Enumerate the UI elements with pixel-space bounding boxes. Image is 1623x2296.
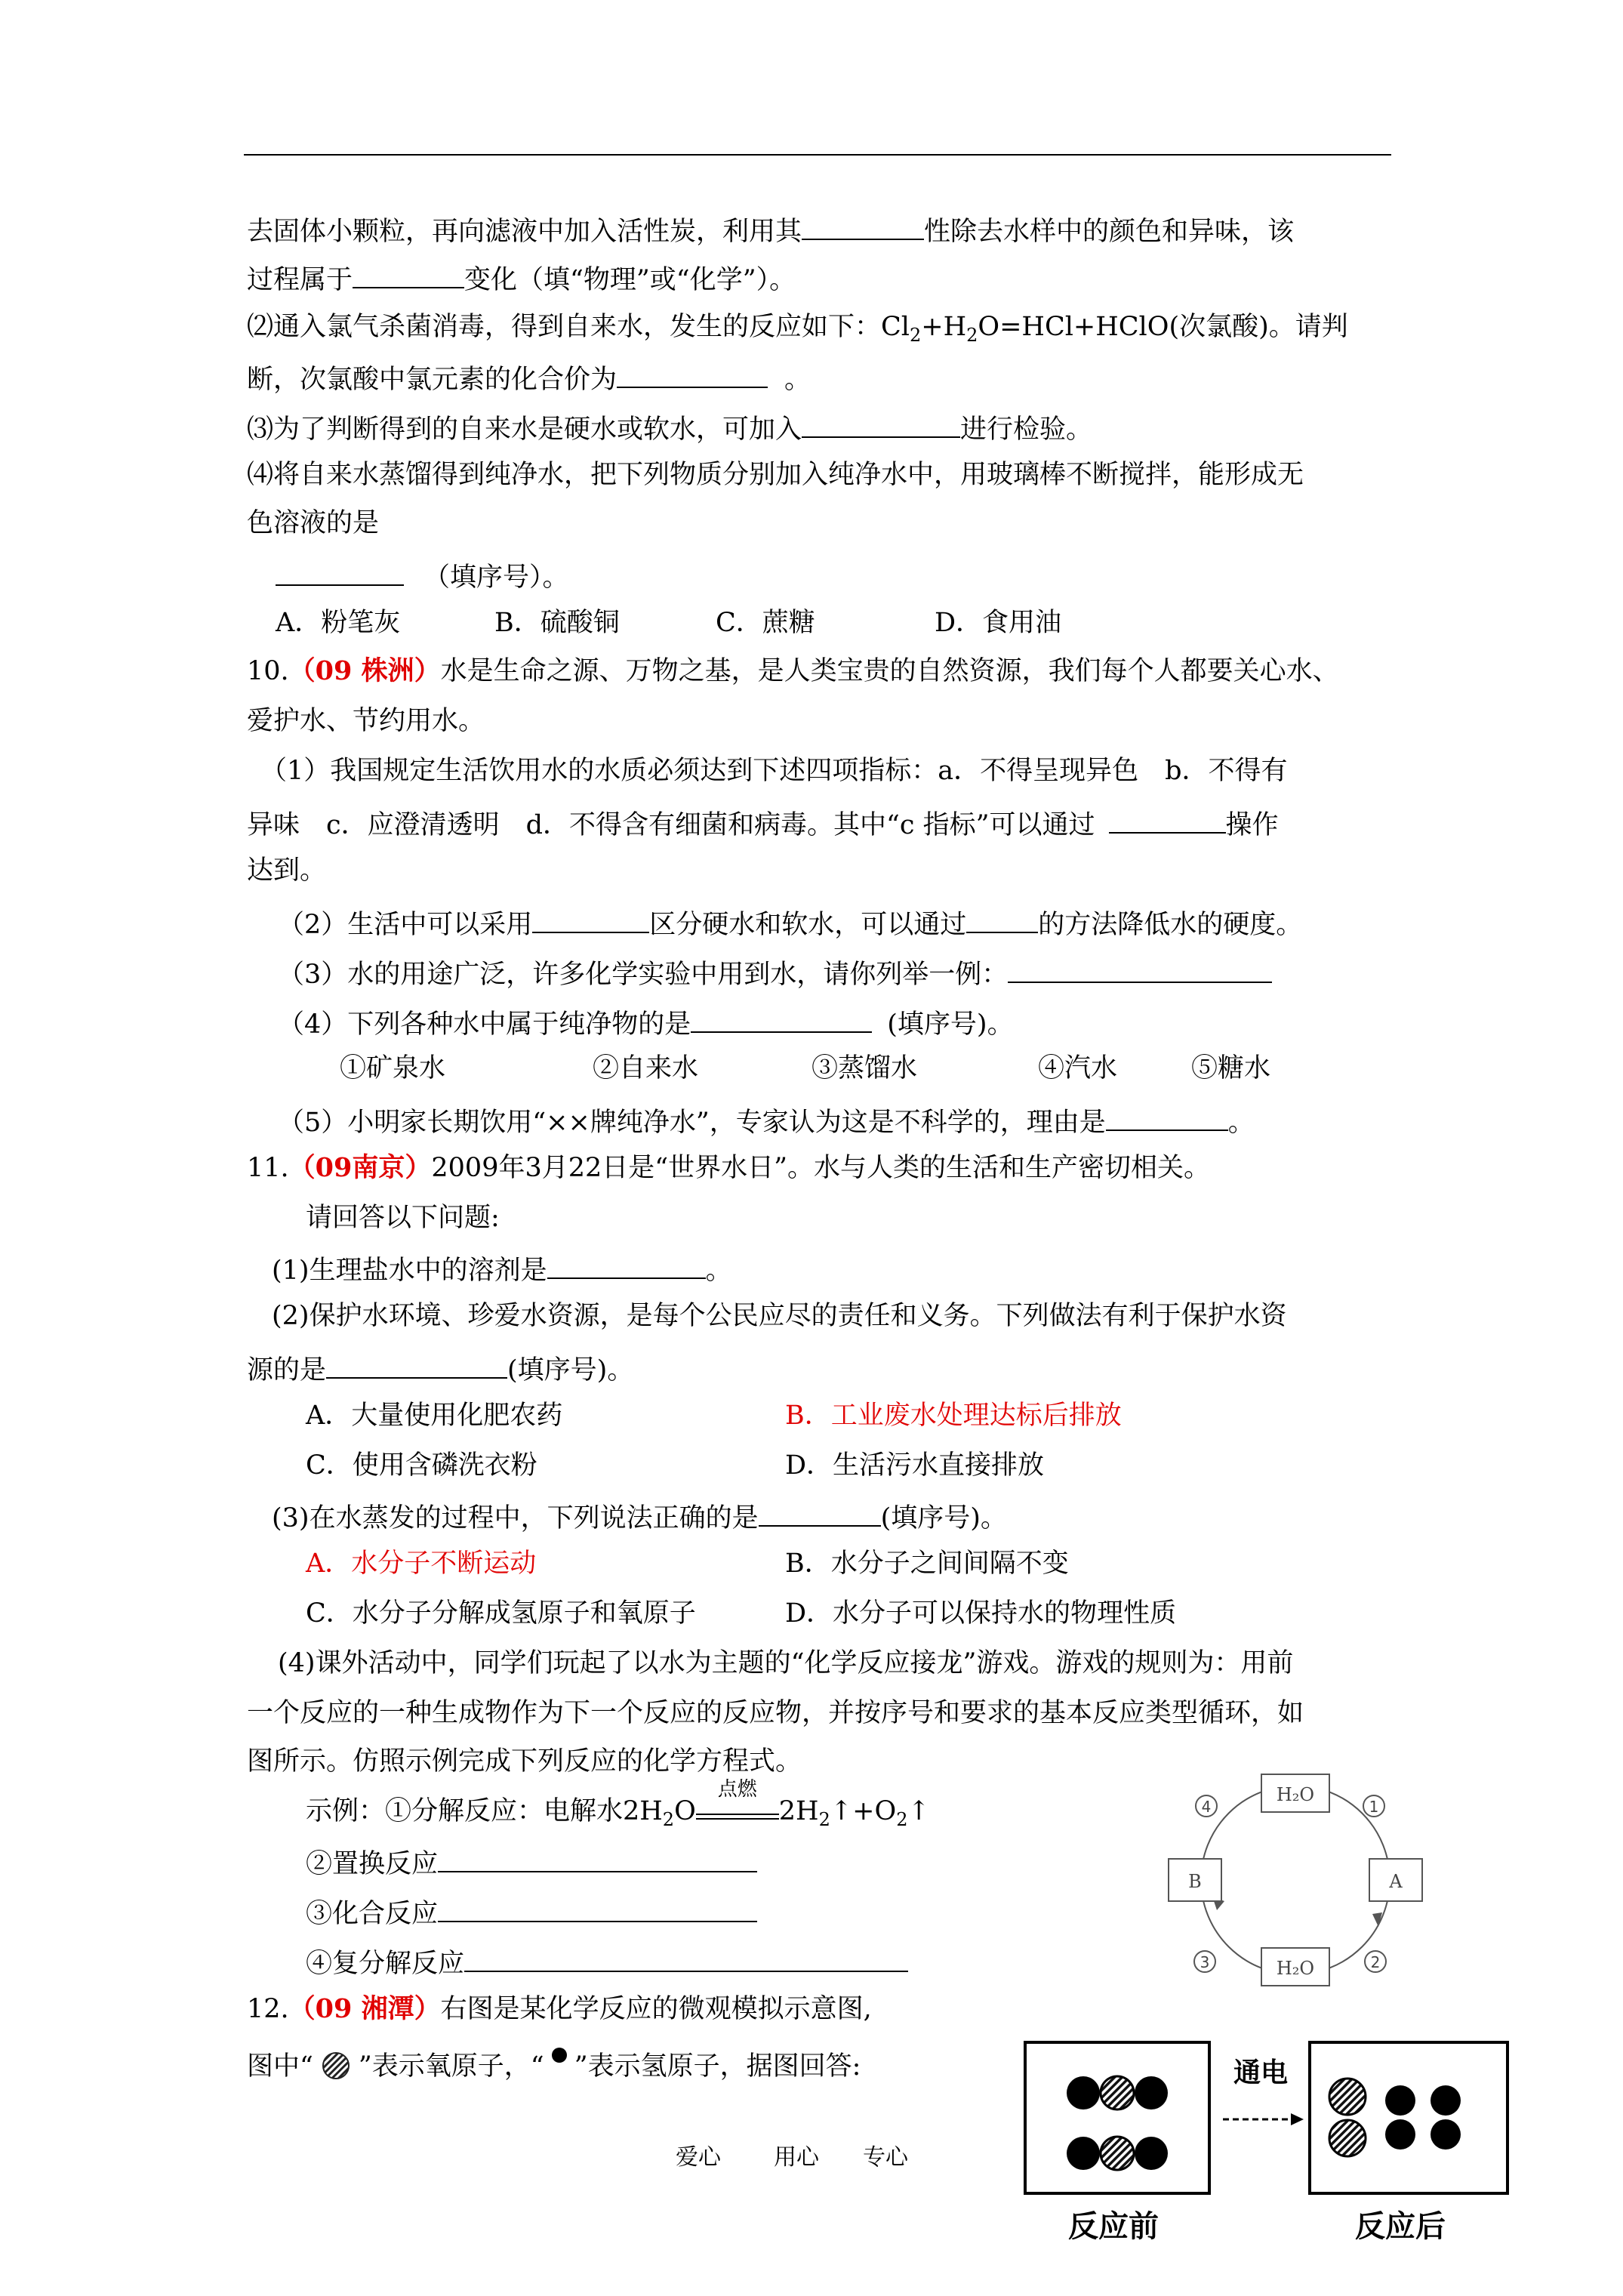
text-line: 源的是 (填序号)。 <box>247 1347 633 1389</box>
cycle-box-right <box>1369 1859 1422 1901</box>
text-line: 爱护水、节约用水。 <box>247 706 485 736</box>
text-line: 过程属于 变化（填“物理”或“化学”）。 <box>247 257 796 299</box>
answer-blank[interactable] <box>547 1247 706 1279</box>
text-line: 色溶液的是 <box>247 508 380 538</box>
text-line: (4)课外活动中，同学们玩起了以水为主题的“化学反应接龙”游戏。游戏的规则为：用前 <box>278 1648 1294 1678</box>
after-box <box>1310 2042 1508 2193</box>
answer-blank[interactable] <box>276 554 404 586</box>
after-label: 反应后 <box>1355 2209 1446 2244</box>
before-label: 反应前 <box>1068 2209 1159 2244</box>
text-line: 去固体小颗粒，再向滤液中加入活性炭，利用其 性除去水样中的颜色和异味，该 <box>247 208 1294 251</box>
svg-text:4: 4 <box>1201 1798 1212 1816</box>
hydrogen-atom-icon <box>544 2046 574 2076</box>
svg-text:B: B <box>1188 1871 1202 1892</box>
text-line: （5）小明家长期饮用“××牌纯净水”，专家认为这是不科学的，理由是 。 <box>278 1099 1255 1142</box>
answer-blank[interactable] <box>1008 951 1272 983</box>
options-row: C．水分子分解成氢原子和氧原子 D．水分子可以保持水的物理性质 <box>306 1598 1177 1629</box>
svg-text:3: 3 <box>1200 1953 1210 1971</box>
answer-blank[interactable] <box>617 356 768 388</box>
answer-blank[interactable] <box>464 1940 908 1972</box>
text-line: ⑷将自来水蒸馏得到纯净水，把下列物质分别加入纯净水中，用玻璃棒不断搅拌，能形成无 <box>247 460 1304 490</box>
oxygen-atom-icon <box>313 2051 359 2081</box>
header-rule <box>244 154 1391 156</box>
text-line: (3)在水蒸发的过程中，下列说法正确的是 (填序号)。 <box>272 1495 1007 1537</box>
question-10: 10.（09 株洲）水是生命之源、万物之基，是人类宝贵的自然资源，我们每个人都要关心水、 <box>247 655 1339 686</box>
svg-text:1: 1 <box>1369 1798 1379 1816</box>
answer-blank[interactable] <box>759 1495 881 1527</box>
text-line: 达到。 <box>247 855 327 886</box>
text-line: (2)保护水环境、珍爱水资源，是每个公民应尽的责任和义务。下列做法有利于保护水资 <box>272 1301 1287 1331</box>
question-11: 11.（09南京）2009年3月22日是“世界水日”。水与人类的生活和生产密切相关。 <box>247 1152 1211 1183</box>
svg-text:2: 2 <box>1370 1953 1381 1971</box>
equation-line: ④复分解反应 <box>306 1940 908 1983</box>
options-row: A．粉笔灰 B．硫酸铜 C．蔗糖 D．食用油 <box>276 608 1062 638</box>
water-molecule <box>1067 2137 1168 2170</box>
svg-text:H₂O: H₂O <box>1276 1784 1315 1805</box>
answer-blank[interactable] <box>438 1891 757 1922</box>
answer-blank[interactable] <box>691 1001 872 1033</box>
reaction-micro-diagram <box>1023 2040 1514 2244</box>
water-molecule <box>1067 2076 1168 2110</box>
answer-blank[interactable] <box>802 208 924 240</box>
cycle-step-3 <box>1194 1951 1215 1972</box>
equation-line: ②置换反应 <box>306 1841 757 1883</box>
equation-line: ③化合反应 <box>306 1891 757 1933</box>
answer-blank[interactable] <box>438 1841 757 1872</box>
options-row: A．水分子不断运动 B．水分子之间间隔不变 <box>306 1549 1069 1579</box>
cycle-step-2 <box>1365 1951 1386 1972</box>
text-line: 一个反应的一种生成物作为下一个反应的反应物，并按序号和要求的基本反应类型循环，如 <box>247 1698 1304 1728</box>
text-line: （3）水的用途广泛，许多化学实验中用到水，请你列举一例： <box>278 951 1272 994</box>
options-row: C．使用含磷洗衣粉 D．生活污水直接排放 <box>306 1450 1045 1481</box>
text-line: （2）生活中可以采用 区分硬水和软水，可以通过 的方法降低水的硬度。 <box>278 901 1302 944</box>
footer-text: 专心 <box>863 2144 908 2171</box>
reaction-condition: 通电 <box>1233 2057 1289 2088</box>
text-line: 断，次氯酸中氯元素的化合价为 。 <box>247 356 811 399</box>
text-line: ⑶为了判断得到的自来水是硬水或软水，可加入 进行检验。 <box>247 406 1092 448</box>
answer-blank[interactable] <box>966 901 1038 933</box>
answer-blank[interactable] <box>1109 802 1226 834</box>
text-line: （1）我国规定生活饮用水的水质必须达到下述四项指标：a．不得呈现异色 b．不得有 <box>260 756 1288 786</box>
cycle-step-1 <box>1363 1795 1384 1817</box>
footer-text: 爱心 <box>676 2144 721 2171</box>
answer-blank[interactable] <box>1106 1099 1228 1131</box>
footer-text: 用心 <box>774 2144 819 2171</box>
text-line: （4）下列各种水中属于纯净物的是 (填序号)。 <box>278 1001 1014 1043</box>
answer-blank[interactable] <box>353 257 464 288</box>
svg-text:H₂O: H₂O <box>1276 1958 1315 1979</box>
text-line: 异味 c．应澄清透明 d．不得含有细菌和病毒。其中“c 指标”可以通过 操作 <box>247 802 1279 844</box>
answer-blank[interactable] <box>326 1347 507 1379</box>
answer-blank[interactable] <box>532 901 649 933</box>
text-line: 请回答以下问题: <box>306 1203 500 1233</box>
text-line: (1)生理盐水中的溶剂是 。 <box>272 1247 732 1290</box>
cycle-box-bottom <box>1261 1948 1329 1986</box>
text-line: （填序号）。 <box>276 554 569 596</box>
cycle-box-top <box>1261 1774 1329 1812</box>
reaction-cycle-diagram <box>1152 1767 1439 1993</box>
svg-text:A: A <box>1389 1871 1403 1892</box>
cycle-step-4 <box>1196 1795 1217 1817</box>
example-equation: 示例：①分解反应：电解水$2H_2O$ 点燃 $2H_2↑+O_2↑$ <box>306 1778 930 1830</box>
options-row: A．大量使用化肥农药 B．工业废水处理达标后排放 <box>306 1401 1122 1431</box>
text-line: ⑵通入氯气杀菌消毒，得到自来水，发生的反应如下：$Cl_2+H_2O=HCl+HClO$(次氯酸)。请判 <box>247 312 1348 346</box>
text-line: 图所示。仿照示例完成下列反应的化学方程式。 <box>247 1746 802 1777</box>
options-row: ①矿泉水 ②自来水 ③蒸馏水 ④汽水 ⑤糖水 <box>340 1053 1271 1083</box>
cycle-box-left <box>1169 1859 1221 1901</box>
text-line: 图中“ ”表示氧原子，“ ”表示氢原子，据图回答: <box>247 2046 861 2085</box>
question-12: 12.（09 湘潭）右图是某化学反应的微观模拟示意图, <box>247 1993 872 2024</box>
answer-blank[interactable] <box>802 406 960 438</box>
